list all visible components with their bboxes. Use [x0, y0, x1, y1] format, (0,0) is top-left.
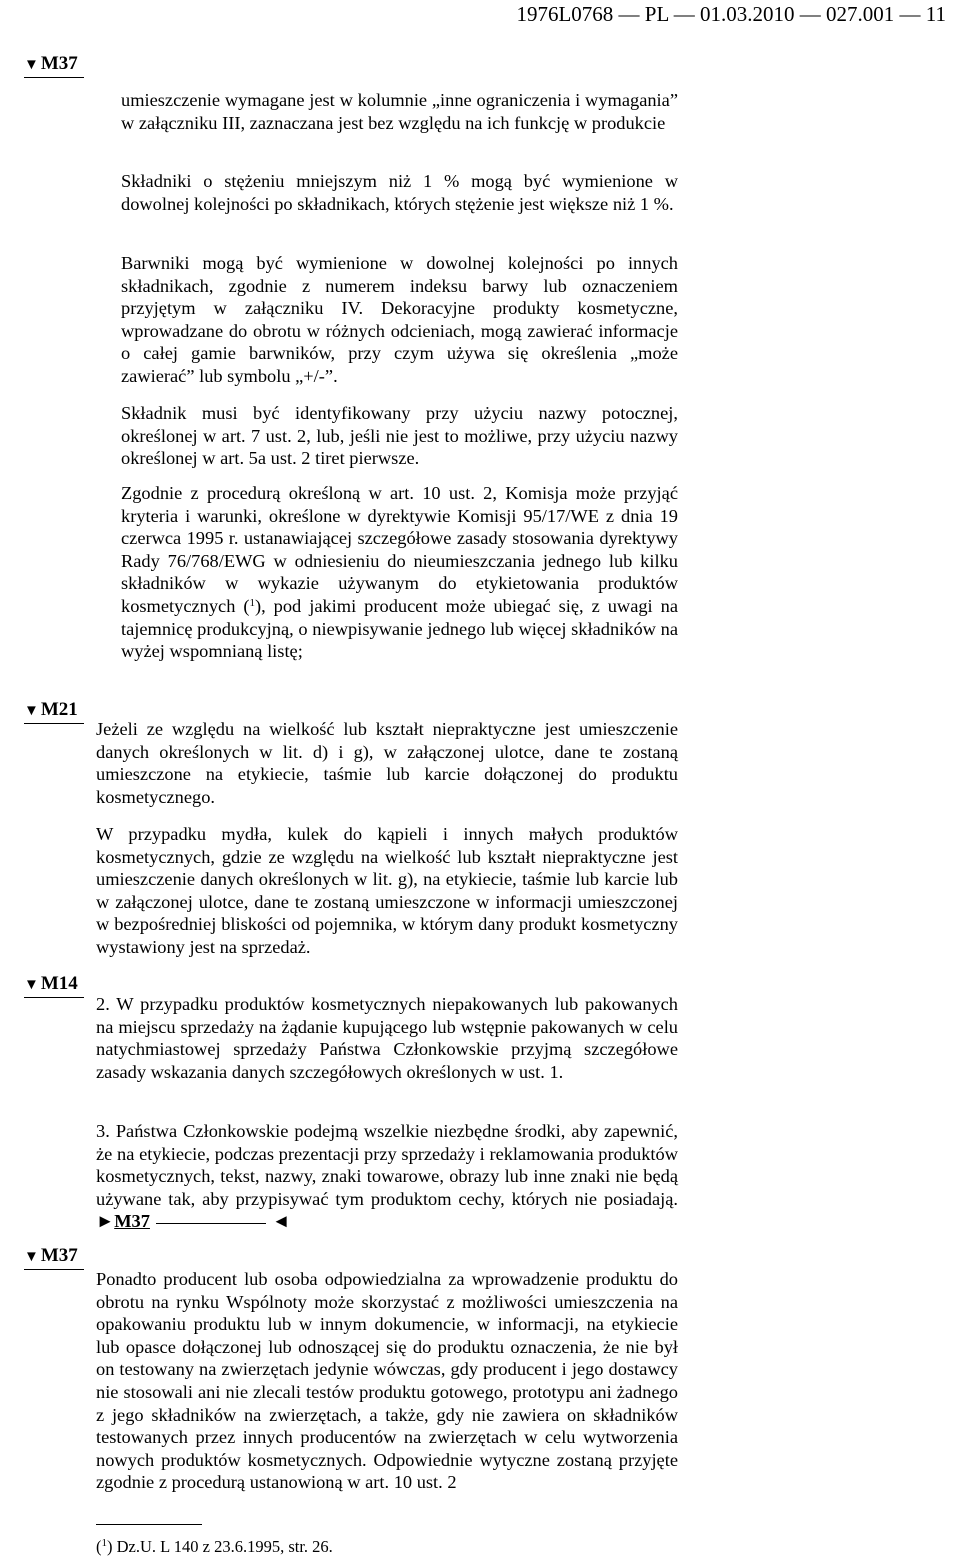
footnote: ($^1$) Dz.U. L 140 z 23.6.1995, str. 26. — [96, 1537, 333, 1556]
triangle-down-icon: ▼ — [24, 977, 39, 993]
paragraph-concentration: Składniki o stężeniu mniejszym niż 1 % mogą być wymienione w dowolnej kolejności po składnikach, których stężenie jest większe niż 1 %. — [121, 171, 678, 214]
marker-label: M37 — [40, 1245, 78, 1266]
paragraph-animal-testing: Ponadto producent lub osoba odpowiedzialna za wprowadzenie produktu do obrotu na rynku Wspólnoty może skorzystać z możliwości umieszczenia na opakowaniu produktu lub w innym dokumencie, w informacji, na etykiecie lub opasce dołączonej lub odnoszącej się do produktu oznaczenia, że nie był on testowany na zwierzętach jedynie wówczas, gdy producent i jego dostawcy nie stosowali ani nie zlecali testów produktu gotowego, prototypu ani żadnego z jego składników na zwierzętach, a także, gdy nie zawiera on składników testowanych przez innych producentów na zwierzętach w celu wytworzenia nowych produktów kosmetycznych. Odpowiednie wytyczne zostaną przyjęte zgodnie z procedurą ustanowioną w art. 10 ust. 2 — [96, 1269, 678, 1493]
marker-label: M21 — [40, 699, 78, 720]
paragraph-point-3 — [96, 1120, 678, 1233]
amendment-rule — [156, 1223, 266, 1224]
page-header: 1976L0768 — PL — 01.03.2010 — 027.001 — 11 — [516, 2, 946, 26]
paragraph-text-start: Zgodnie z procedurą określoną w art. 10 ust. 2, Komisja może przyjąć kryteria i warunki, określone w dyrektywie Komisji 95/17/WE z dnia 19 czerwca 1995 r. ustanawiającej szczegółowe zasady stosowania dyrektywy Rady 76/768/EWG w odniesieniu do nieumieszczania jednego lub kilku składników w wykazie używanym do etykietowania produktów kosmetycznych ( — [121, 483, 678, 616]
marker-label: M14 — [40, 973, 78, 994]
paragraph-ingredient-column: umieszczenie wymagane jest w kolumnie „inne ograniczenia i wymagania” w załączniku III, zaznaczana jest bez względu na ich funkcję w produkcie — [121, 90, 678, 133]
footnote-separator — [96, 1524, 202, 1525]
footnote-ref[interactable]: 1 — [249, 596, 255, 609]
marker-label: M37 — [40, 53, 78, 74]
amendment-marker-m37-second — [24, 1244, 84, 1270]
footnote-text: Dz.U. L 140 z 23.6.1995, str. 26. — [116, 1537, 333, 1556]
paragraph-text-end: ), pod jakimi producent może ubiegać się, z uwagi na tajemnicę produkcyjną, o niewpisywanie jednego lub więcej składników na wyżej wspomnianą listę; — [121, 595, 678, 662]
paragraph-label-impractical: Jeżeli ze względu na wielkość lub kształt niepraktyczne jest umieszczenie danych określonych w lit. d) i g), w załączonej ulotce, dane te zostaną umieszczone na etykiecie, taśmie lub karcie dołączonej do produktu kosmetycznego. — [96, 719, 678, 807]
paragraph-commission-procedure — [121, 482, 678, 663]
amendment-link-m37[interactable]: M37 — [114, 1211, 150, 1232]
triangle-down-icon: ▼ — [24, 57, 39, 73]
amendment-marker-m21 — [24, 698, 84, 724]
ref-end-arrow-icon: ◄ — [271, 1211, 291, 1232]
amendment-marker-m37 — [24, 52, 84, 78]
paragraph-ingredient-name: Składnik musi być identyfikowany przy użyciu nazwy potocznej, określonej w art. 7 ust. 2, lub, jeśli nie jest to możliwe, przy użyciu nazwy określonej w art. 5a ust. 2 tiret pierwsze. — [121, 403, 678, 469]
paragraph-text: 3. Państwa Członkowskie podejmą wszelkie niezbędne środki, aby zapewnić, że na etykiecie, podczas prezentacji przy sprzedaży i reklamowania produktów kosmetycznych, tekst, nazwy, znaki towarowe, obrazy lub inne znaki nie będą używane tak, aby przypisywać tym produktom cechy, których nie posiadają. — [96, 1121, 678, 1209]
triangle-down-icon: ▼ — [24, 1249, 39, 1265]
paragraph-point-2: 2. W przypadku produktów kosmetycznych niepakowanych lub pakowanych na miejscu sprzedaży na żądanie kupującego lub wstępnie pakowanych w celu natychmiastowej sprzedaży Państwa Członkowskie przyjmą szczegółowe zasady wskazania danych szczegółowych określonych w ust. 1. — [96, 994, 678, 1082]
triangle-down-icon: ▼ — [24, 703, 39, 719]
paragraph-colorants: Barwniki mogą być wymienione w dowolnej kolejności po innych składnikach, zgodnie z numerem indeksu barwy lub oznaczeniem przyjętym w załączniku IV. Dekoracyjne produkty kosmetyczne, wprowadzane do obrotu w różnych odcieniach, mogą zawierać informacje o całej gamie barwników, przy czym używa się określenia „może zawierać” lub symbolu „+/-”. — [121, 253, 678, 386]
ref-start-arrow-icon: ► — [96, 1211, 115, 1232]
amendment-marker-m14 — [24, 972, 84, 998]
paragraph-soap-small-products: W przypadku mydła, kulek do kąpieli i innych małych produktów kosmetycznych, gdzie ze względu na wielkość lub kształt niepraktyczne jest umieszczenie danych określonych w lit. g), na etykiecie, taśmie lub karcie lub w załączonej ulotce, dane te zostaną umieszczone w informacji umieszczonej w bezpośredniej bliskości od pojemnika, w którym dany produkt kosmetyczny wystawiony jest na sprzedaż. — [96, 824, 678, 957]
footnote-number: 1 — [101, 1537, 107, 1549]
